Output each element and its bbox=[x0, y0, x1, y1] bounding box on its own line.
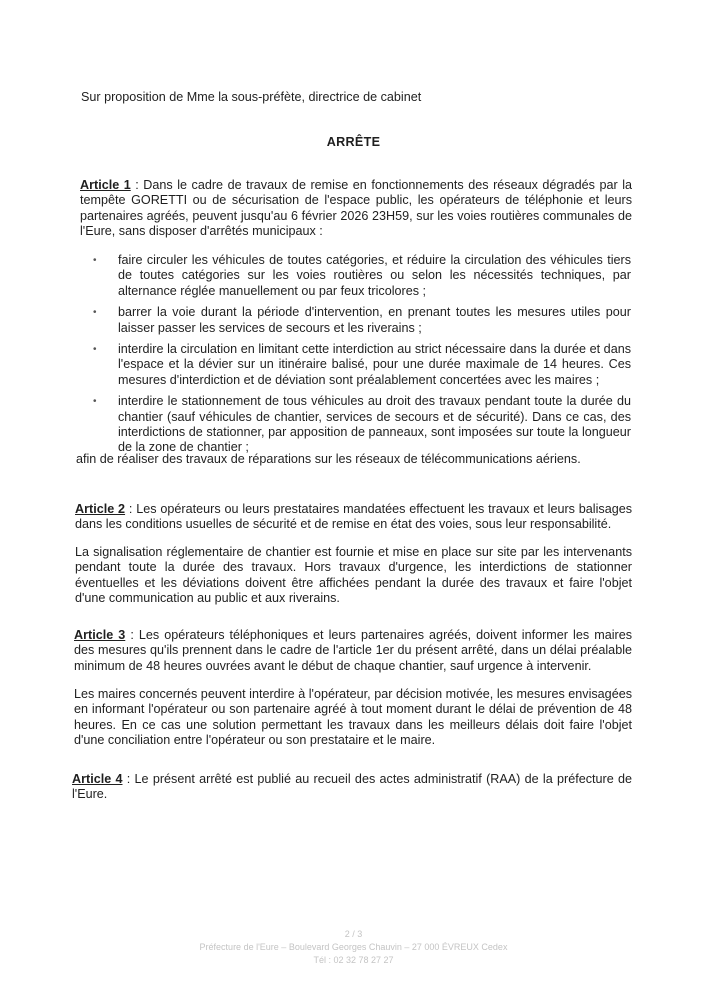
bullet-icon: • bbox=[93, 396, 97, 408]
bullet-icon: • bbox=[93, 307, 97, 319]
proposal-line: Sur proposition de Mme la sous-préfète, directrice de cabinet bbox=[81, 90, 422, 104]
list-item: • barrer la voie durant la période d'intervention, en prenant toutes les mesures utiles pour laisser passer les services de secours et les riverains ; bbox=[93, 305, 631, 335]
bullet-icon: • bbox=[93, 255, 97, 266]
list-item: • interdire le stationnement de tous véhicules au droit des travaux pendant toute la durée du chantier (sauf véhicules de chantier, services de secours et de sécurité). Dans ce cas, des interdictions de stationner, par apposition de panneaux, sont imposées sur toute la longueur de la zone de chantier ; bbox=[93, 394, 631, 455]
article-1-label: Article 1 bbox=[80, 178, 131, 192]
article-1-outro: afin de réaliser des travaux de réparations sur les réseaux de télécommunications aériens. bbox=[76, 452, 581, 466]
article-2-para-2: La signalisation réglementaire de chantier est fournie et mise en place sur site par les intervenants pendant toute la durée des travaux. Hors travaux d'urgence, les interdictions de stationner éventuelles et les déviations doivent être affichées pendant la durée des travaux et faire l'objet d'une communication au public et aux riverains. bbox=[75, 545, 632, 606]
footer-address: Préfecture de l'Eure – Boulevard Georges Chauvin – 27 000 ÉVREUX Cedex bbox=[199, 942, 508, 952]
article-3-para-1 bbox=[74, 628, 632, 674]
article-4-para bbox=[72, 772, 632, 803]
article-1-text: : Dans le cadre de travaux de remise en fonctionnements des réseaux dégradés par la tempête GORETTI ou de sécurisation de l'espace public, les opérateurs de téléphonie et leurs partenaires agréés, peuvent jusqu'au 6 février 2026 23H59, sur les voies routières communales de l'Eure, sans disposer d'arrêtés municipaux : bbox=[80, 178, 632, 239]
footer-phone: Tél : 02 32 78 27 27 bbox=[313, 955, 394, 965]
list-item: • faire circuler les véhicules de toutes catégories, et réduire la circulation des véhicules tiers de toutes catégories sur les voies routières ou selon les nécessités techniques, par alternance réglée manuellement ou par feux tricolores ; bbox=[93, 253, 631, 298]
article-2-label: Article 2 bbox=[75, 502, 126, 516]
article-1-bullet-list bbox=[93, 253, 631, 456]
article-1-intro bbox=[80, 178, 632, 240]
article-2-para-1 bbox=[75, 502, 632, 533]
page-number: 2 / 3 bbox=[344, 929, 363, 939]
article-2-text: : Les opérateurs ou leurs prestataires mandatées effectuent les travaux et leurs balisages dans les conditions usuelles de sécurité et de remise en état des voies, sous leur responsabilité. bbox=[75, 502, 633, 532]
article-4-text: : Le présent arrêté est publié au recueil des actes administratif (RAA) de la préfecture de l'Eure. bbox=[72, 772, 632, 802]
article-4-label: Article 4 bbox=[72, 772, 123, 786]
bullet-icon: • bbox=[93, 344, 97, 356]
list-item: • interdire la circulation en limitant cette interdiction au strict nécessaire dans la durée et dans l'espace et la dévier sur un itinéraire balisé, pour une durée maximale de 14 heures. Ces mesures d'interdiction et de déviation sont préalablement concertées avec les maires ; bbox=[93, 342, 631, 387]
article-3-text: : Les opérateurs téléphoniques et leurs partenaires agréés, doivent informer les maires des mesures qu'ils prennent dans le cadre de l'article 1er du présent arrêté, dans un délai préalable minimum de 48 heures ouvrées avant le début de chaque chantier, sauf urgence à intervenir. bbox=[74, 628, 633, 673]
article-3-label: Article 3 bbox=[74, 628, 126, 642]
page-title: ARRÊTE bbox=[326, 135, 381, 149]
article-3-para-2: Les maires concernés peuvent interdire à l'opérateur, par décision motivée, les mesures envisagées en informant l'opérateur ou son partenaire agréé à tout moment durant le délai de prévention de 48 heures. En ce cas une solution permettant les travaux dans les meilleurs délais doit faire l'objet d'une conciliation entre l'opérateur ou son prestataire et le maire. bbox=[74, 687, 632, 748]
